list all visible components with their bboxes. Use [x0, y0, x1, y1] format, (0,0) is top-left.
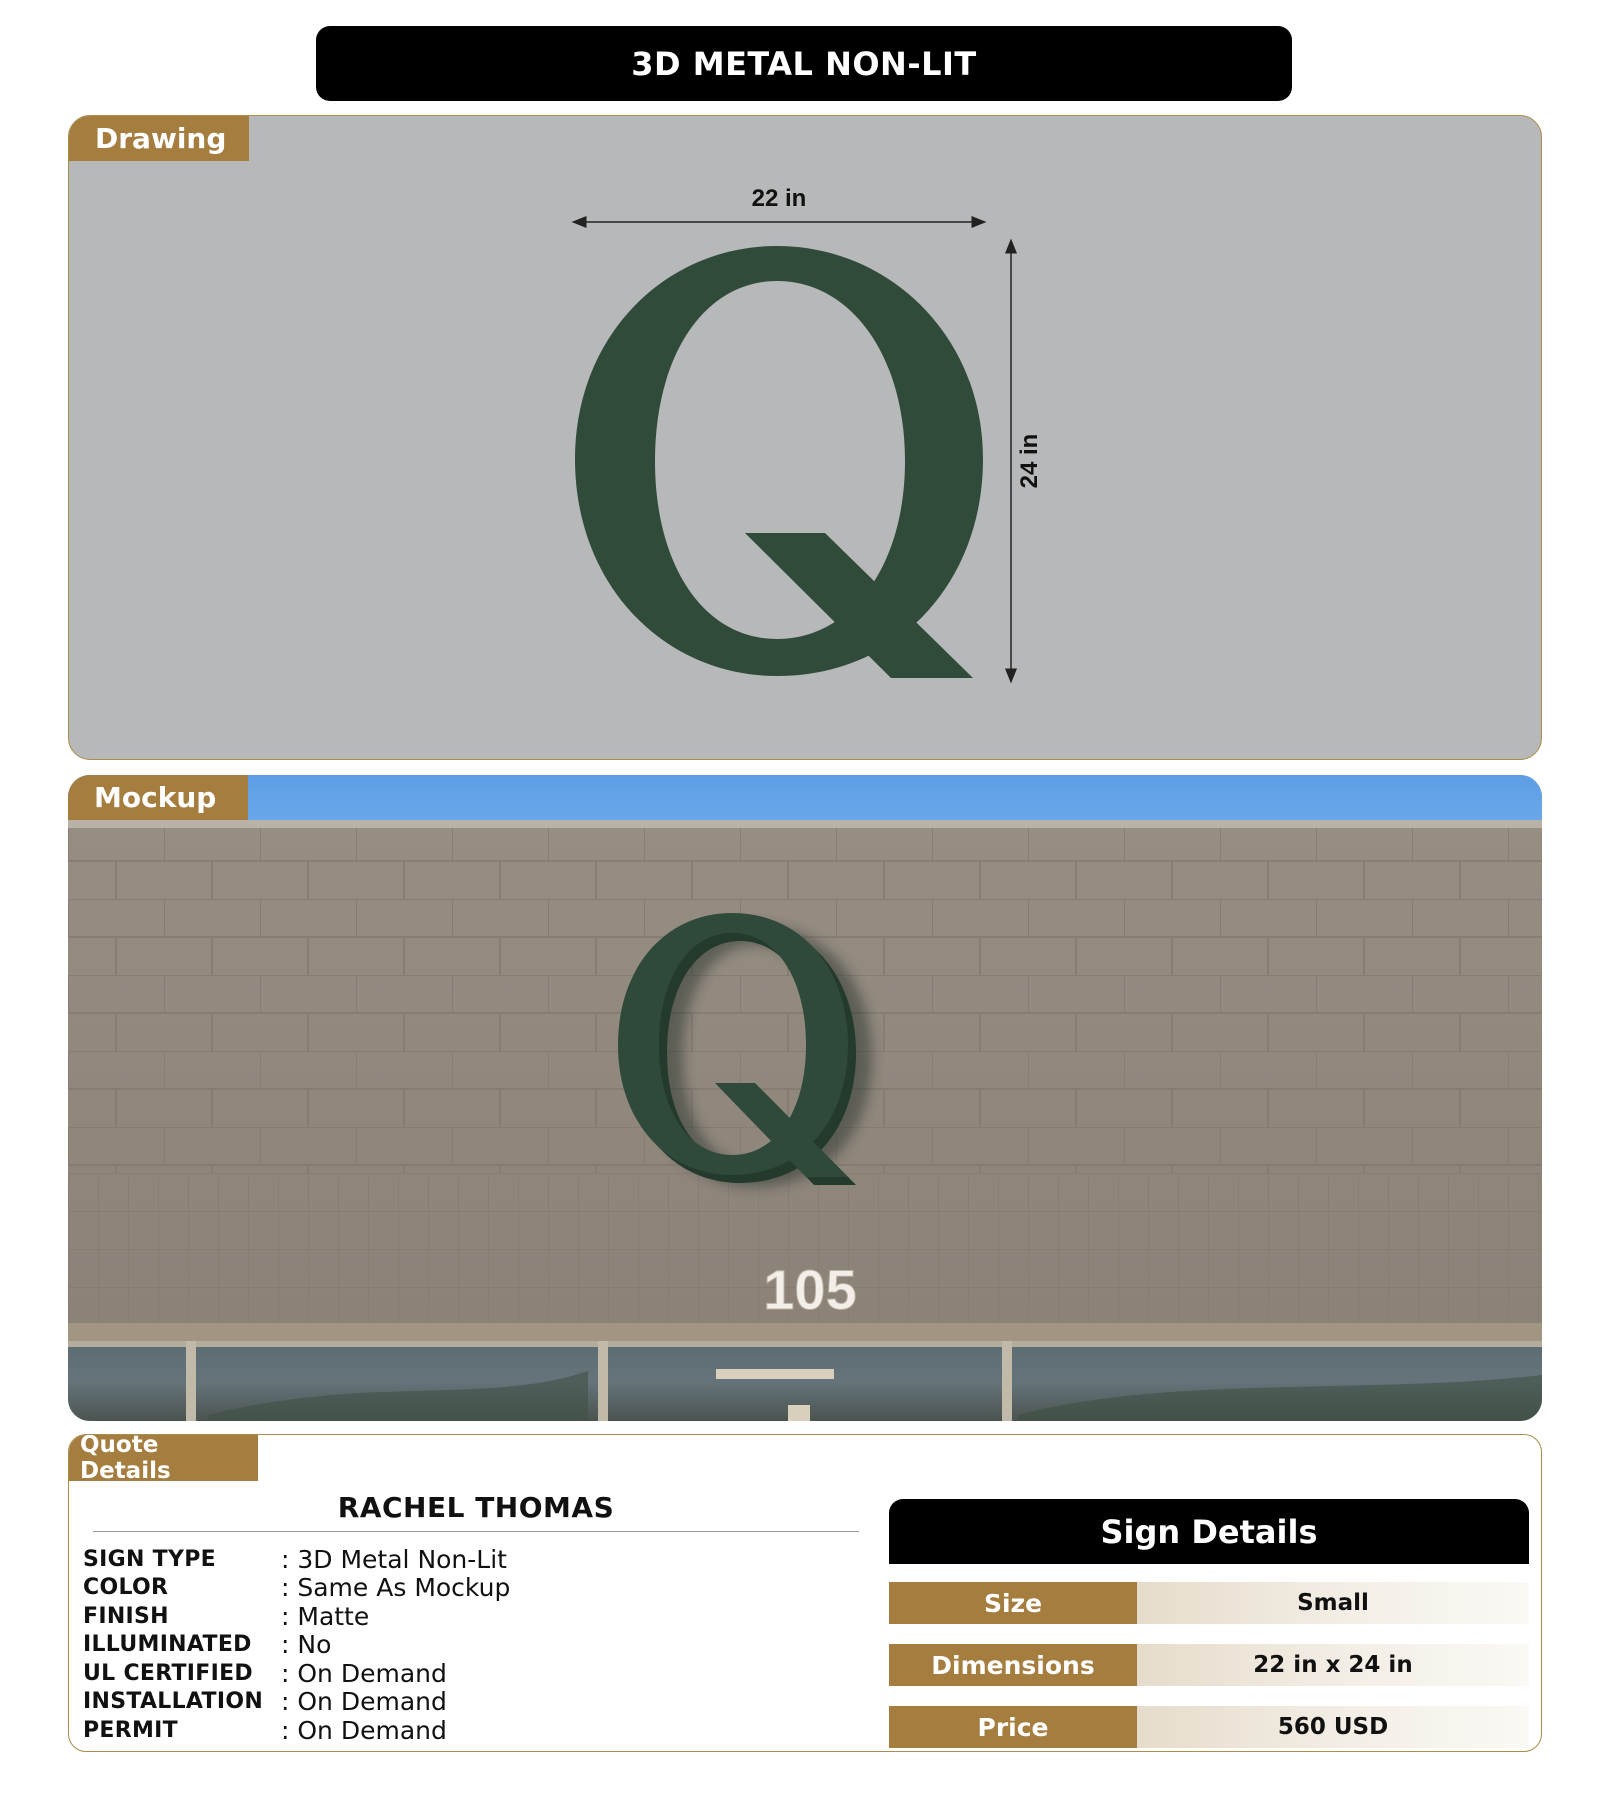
spec-key: PERMIT	[83, 1717, 178, 1743]
spec-row	[83, 1716, 510, 1745]
spec-row	[83, 1659, 510, 1688]
spec-key: SIGN TYPE	[83, 1546, 216, 1572]
sign-details-title: Sign Details	[889, 1499, 1529, 1564]
quote-details-tag: Quote Details	[69, 1435, 258, 1481]
drawing-panel	[68, 115, 1542, 760]
sign-detail-row-dimensions	[889, 1644, 1529, 1686]
storefront-header	[68, 1323, 1542, 1343]
spec-value: : Same As Mockup	[281, 1573, 511, 1603]
spec-value: : No	[281, 1630, 332, 1660]
spec-key: INSTALLATION	[83, 1689, 264, 1715]
mockup-scene	[68, 775, 1542, 1421]
spec-value: : Matte	[281, 1601, 370, 1631]
spec-value: : On Demand	[281, 1687, 447, 1717]
spec-row	[83, 1602, 510, 1631]
address-number: 105	[763, 1258, 857, 1321]
height-label: 24 in	[1016, 433, 1043, 489]
spec-row	[83, 1545, 510, 1574]
sign-detail-row-size	[889, 1582, 1529, 1624]
drawing-tag: Drawing	[69, 116, 249, 161]
spec-row	[83, 1631, 510, 1660]
sign-detail-value: 560 USD	[1137, 1706, 1529, 1748]
spec-value: : On Demand	[281, 1658, 447, 1688]
sign-detail-value: Small	[1137, 1582, 1529, 1624]
spec-row	[83, 1574, 510, 1603]
name-divider	[93, 1531, 859, 1532]
quote-details-panel	[68, 1434, 1542, 1752]
sign-detail-row-price	[889, 1706, 1529, 1748]
page-title-bar	[316, 26, 1292, 101]
mockup-parapet	[68, 820, 1542, 828]
width-label: 22 in	[751, 185, 807, 212]
mockup-sky	[68, 775, 1542, 823]
page-title: 3D METAL NON-LIT	[631, 44, 977, 83]
spec-key: UL CERTIFIED	[83, 1660, 253, 1686]
spec-row	[83, 1688, 510, 1717]
sign-detail-value: 22 in x 24 in	[1137, 1644, 1529, 1686]
spec-value: : 3D Metal Non-Lit	[281, 1544, 507, 1574]
spec-key: ILLUMINATED	[83, 1632, 252, 1658]
spec-value: : On Demand	[281, 1715, 447, 1745]
sign-details-table	[889, 1499, 1529, 1748]
mockup-tag: Mockup	[68, 775, 248, 820]
customer-name: RACHEL THOMAS	[337, 1491, 615, 1524]
mockup-panel	[68, 775, 1542, 1421]
drawing-letter-q	[575, 246, 983, 678]
sign-detail-label: Size	[889, 1582, 1137, 1624]
spec-key: COLOR	[83, 1575, 169, 1601]
sign-detail-label: Price	[889, 1706, 1137, 1748]
sign-detail-label: Dimensions	[889, 1644, 1137, 1686]
spec-list	[83, 1545, 510, 1745]
drawing-canvas	[69, 116, 1542, 760]
spec-key: FINISH	[83, 1603, 169, 1629]
